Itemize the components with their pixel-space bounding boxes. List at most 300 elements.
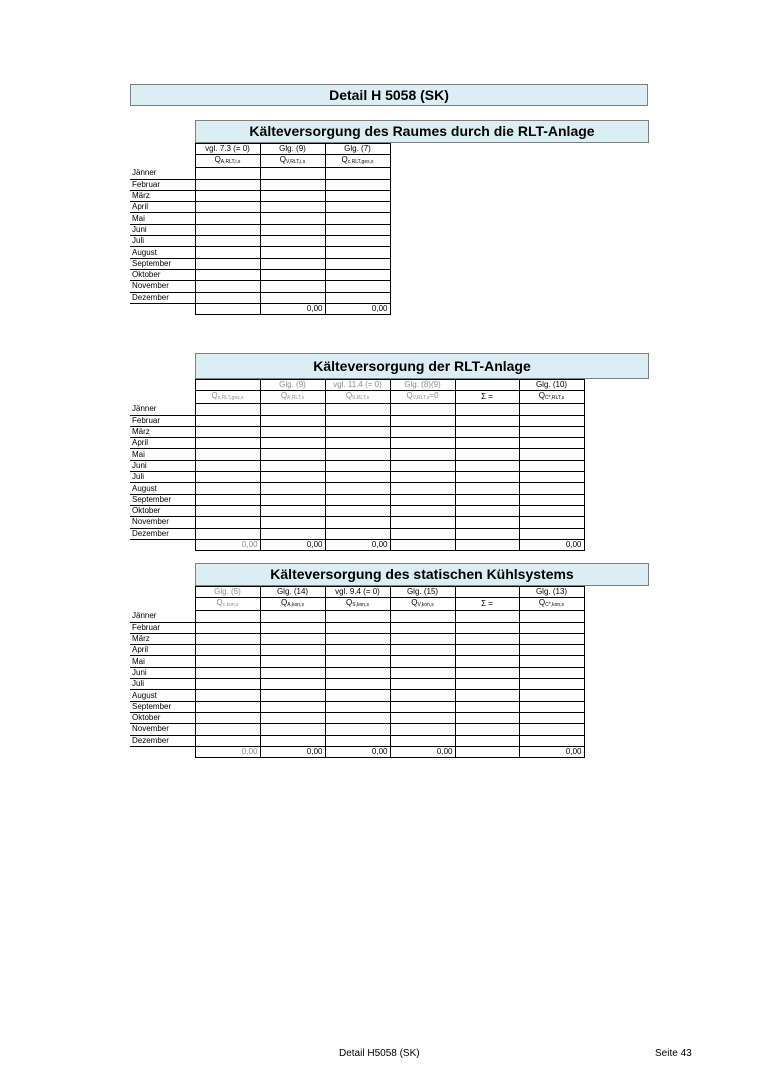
data-cell: [195, 611, 260, 622]
symbol-cell: [195, 391, 260, 404]
corner-cell: [130, 303, 195, 314]
symbol-base: Q: [281, 598, 288, 608]
data-cell: [260, 633, 325, 644]
data-cell: [195, 633, 260, 644]
data-cell: [519, 633, 584, 644]
data-cell: [519, 701, 584, 712]
data-cell: [325, 449, 390, 460]
data-cell: [390, 622, 455, 633]
table-row: [130, 438, 584, 449]
total-cell: 0,00: [260, 303, 325, 314]
data-cell: [195, 505, 260, 516]
table-row: [130, 494, 584, 505]
month-label: März: [130, 633, 195, 644]
column-header: Glg. (8)(9): [390, 380, 455, 391]
data-cell: [325, 213, 390, 224]
data-cell: [455, 517, 519, 528]
month-label: Oktober: [130, 505, 195, 516]
data-cell: [455, 633, 519, 644]
month-label: November: [130, 281, 195, 292]
table-row: [130, 460, 584, 471]
month-label: Februar: [130, 415, 195, 426]
symbol-base: Q: [341, 155, 348, 165]
data-cell: [390, 438, 455, 449]
data-cell: [325, 528, 390, 539]
data-cell: [260, 679, 325, 690]
data-cell: [195, 517, 260, 528]
symbol-subscript: S,kon,s: [352, 602, 369, 609]
month-label: Oktober: [130, 269, 195, 280]
table-row: [130, 656, 584, 667]
data-cell: [260, 735, 325, 746]
column-header: Glg. (5): [195, 587, 260, 598]
column-header: Glg. (13): [519, 587, 584, 598]
month-label: September: [130, 494, 195, 505]
data-cell: [390, 472, 455, 483]
footer-title: Detail H5058 (SK): [339, 1048, 420, 1059]
month-label: Februar: [130, 179, 195, 190]
data-cell: [325, 483, 390, 494]
table-row: [130, 633, 584, 644]
data-cell: [455, 724, 519, 735]
totals-row: [130, 303, 390, 314]
total-cell: 0,00: [390, 746, 455, 757]
table-row: [130, 622, 584, 633]
data-cell: [455, 735, 519, 746]
month-label: Juni: [130, 224, 195, 235]
data-cell: [519, 404, 584, 415]
symbol-subscript: C*,kon,s: [545, 602, 565, 609]
data-cell: [519, 667, 584, 678]
data-cell: [260, 667, 325, 678]
data-cell: [260, 460, 325, 471]
data-cell: [390, 633, 455, 644]
month-label: September: [130, 258, 195, 269]
table-row: [130, 179, 390, 190]
symbol-cell: [260, 155, 325, 168]
month-label: März: [130, 426, 195, 437]
month-label: Juli: [130, 472, 195, 483]
symbol-subscript: c,kon,s: [222, 602, 239, 609]
data-cell: [195, 202, 260, 213]
data-cell: [195, 483, 260, 494]
data-cell: [455, 622, 519, 633]
data-cell: [260, 258, 325, 269]
data-cell: [519, 724, 584, 735]
data-cell: [195, 712, 260, 723]
symbol-cell: [455, 391, 519, 404]
data-cell: [195, 426, 260, 437]
month-label: Dezember: [130, 528, 195, 539]
column-header: Glg. (9): [260, 144, 325, 155]
total-cell: 0,00: [519, 539, 584, 550]
data-cell: [260, 656, 325, 667]
data-cell: [195, 281, 260, 292]
symbol-base: Q: [411, 598, 418, 608]
data-cell: [325, 438, 390, 449]
data-cell: [195, 528, 260, 539]
data-cell: [195, 656, 260, 667]
table-row: [130, 190, 390, 201]
page-header: Detail H 5058 (SK): [130, 84, 648, 106]
total-cell: 0,00: [260, 746, 325, 757]
column-header: Glg. (10): [519, 380, 584, 391]
data-cell: [390, 712, 455, 723]
month-label: Mai: [130, 656, 195, 667]
table-row: [130, 258, 390, 269]
column-header: [195, 380, 260, 391]
total-cell: 0,00: [195, 746, 260, 757]
data-cell: [455, 449, 519, 460]
month-label: Oktober: [130, 712, 195, 723]
data-cell: [260, 404, 325, 415]
data-cell: [455, 472, 519, 483]
month-label: August: [130, 690, 195, 701]
data-cell: [325, 404, 390, 415]
data-cell: [260, 645, 325, 656]
data-cell: [195, 645, 260, 656]
data-cell: [519, 505, 584, 516]
header-row: [130, 144, 390, 155]
total-cell: 0,00: [325, 303, 390, 314]
data-cell: [519, 517, 584, 528]
total-cell: 0,00: [195, 539, 260, 550]
data-cell: [325, 679, 390, 690]
month-label: Jänner: [130, 404, 195, 415]
data-cell: [260, 247, 325, 258]
data-cell: [195, 179, 260, 190]
month-label: Februar: [130, 622, 195, 633]
month-label: Juni: [130, 460, 195, 471]
header-row: [130, 380, 584, 391]
data-cell: [390, 701, 455, 712]
data-cell: [519, 438, 584, 449]
data-cell: [519, 611, 584, 622]
data-cell: [195, 622, 260, 633]
symbol-base: Σ =: [481, 392, 493, 402]
data-cell: [260, 168, 325, 179]
data-cell: [325, 622, 390, 633]
symbol-cell: [519, 391, 584, 404]
data-cell: [260, 438, 325, 449]
data-cell: [195, 269, 260, 280]
column-header: vgl. 11.4 (= 0): [325, 380, 390, 391]
table-row: [130, 404, 584, 415]
data-cell: [195, 472, 260, 483]
data-cell: [455, 404, 519, 415]
symbol-cell: [260, 391, 325, 404]
totals-row: [130, 746, 584, 757]
data-cell: [455, 505, 519, 516]
month-label: März: [130, 190, 195, 201]
symbol-cell: [390, 598, 455, 611]
data-cell: [519, 690, 584, 701]
corner-cell: [130, 144, 195, 155]
data-cell: [260, 622, 325, 633]
data-cell: [260, 611, 325, 622]
data-cell: [260, 483, 325, 494]
table-row: [130, 517, 584, 528]
section2-title: Kälteversorgung der RLT-Anlage: [195, 353, 649, 379]
data-cell: [260, 179, 325, 190]
data-cell: [325, 505, 390, 516]
data-cell: [325, 292, 390, 303]
symbol-cell: [325, 391, 390, 404]
total-cell: [455, 746, 519, 757]
symbol-suffix: =0: [429, 391, 439, 401]
data-cell: [260, 712, 325, 723]
data-cell: [260, 269, 325, 280]
data-cell: [519, 735, 584, 746]
table-row: [130, 472, 584, 483]
data-cell: [260, 701, 325, 712]
total-cell: 0,00: [325, 746, 390, 757]
data-cell: [455, 483, 519, 494]
data-cell: [390, 460, 455, 471]
data-cell: [325, 690, 390, 701]
data-cell: [390, 483, 455, 494]
section1-title: Kälteversorgung des Raumes durch die RLT-Anlage: [195, 120, 649, 143]
month-label: Juli: [130, 236, 195, 247]
data-cell: [390, 415, 455, 426]
section3-title: Kälteversorgung des statischen Kühlsystems: [195, 563, 649, 586]
column-header: Glg. (9): [260, 380, 325, 391]
data-cell: [260, 494, 325, 505]
data-cell: [390, 404, 455, 415]
data-cell: [195, 292, 260, 303]
data-cell: [390, 528, 455, 539]
data-cell: [195, 213, 260, 224]
symbol-cell: [195, 598, 260, 611]
data-cell: [390, 426, 455, 437]
data-cell: [390, 611, 455, 622]
symbol-base: Q: [279, 155, 287, 165]
data-cell: [455, 712, 519, 723]
data-cell: [390, 517, 455, 528]
symbol-base: Q: [345, 391, 353, 401]
table-row: [130, 611, 584, 622]
data-cell: [325, 645, 390, 656]
data-cell: [260, 415, 325, 426]
data-cell: [325, 281, 390, 292]
data-cell: [519, 622, 584, 633]
data-cell: [325, 236, 390, 247]
data-cell: [260, 472, 325, 483]
data-cell: [260, 690, 325, 701]
data-cell: [519, 494, 584, 505]
month-label: Jänner: [130, 611, 195, 622]
symbol-subscript: V,RLT,s: [412, 395, 430, 402]
data-cell: [260, 505, 325, 516]
data-cell: [519, 656, 584, 667]
month-label: Mai: [130, 213, 195, 224]
corner-cell: [130, 746, 195, 757]
table-row: [130, 415, 584, 426]
symbol-row: [130, 155, 390, 168]
data-cell: [519, 460, 584, 471]
data-cell: [519, 712, 584, 723]
symbol-cell: [390, 391, 455, 404]
table-row: [130, 281, 390, 292]
data-cell: [195, 224, 260, 235]
table-row: [130, 735, 584, 746]
data-cell: [390, 656, 455, 667]
symbol-cell: [325, 155, 390, 168]
table-row: [130, 224, 390, 235]
month-label: August: [130, 247, 195, 258]
data-cell: [390, 645, 455, 656]
symbol-subscript: V,kon,s: [417, 602, 434, 609]
symbol-base: Q: [214, 155, 221, 165]
data-cell: [455, 438, 519, 449]
table-row: [130, 645, 584, 656]
symbol-subscript: V,RLT,i,s: [286, 159, 306, 166]
table-row: [130, 679, 584, 690]
data-cell: [195, 415, 260, 426]
data-cell: [390, 735, 455, 746]
data-cell: [260, 190, 325, 201]
data-cell: [195, 667, 260, 678]
data-cell: [325, 190, 390, 201]
data-cell: [390, 667, 455, 678]
header-row: [130, 587, 584, 598]
table-row: [130, 292, 390, 303]
data-cell: [195, 236, 260, 247]
month-label: Mai: [130, 449, 195, 460]
symbol-subscript: C*,RLT,s: [544, 395, 565, 402]
page-number: Seite 43: [655, 1048, 692, 1059]
symbol-subscript: A,RLT,s: [287, 395, 305, 402]
data-cell: [325, 701, 390, 712]
data-cell: [325, 426, 390, 437]
data-cell: [195, 701, 260, 712]
data-cell: [260, 426, 325, 437]
corner-cell: [130, 587, 195, 598]
data-cell: [325, 667, 390, 678]
corner-cell: [130, 155, 195, 168]
table-row: [130, 701, 584, 712]
data-cell: [455, 701, 519, 712]
table-row: [130, 483, 584, 494]
total-cell: 0,00: [325, 539, 390, 550]
symbol-subscript: c,RLT,ges,s: [347, 159, 374, 166]
symbol-cell: [260, 598, 325, 611]
month-label: November: [130, 724, 195, 735]
data-cell: [325, 712, 390, 723]
data-cell: [325, 460, 390, 471]
table-row: [130, 168, 390, 179]
symbol-cell: [455, 598, 519, 611]
symbol-row: [130, 391, 584, 404]
symbol-subscript: c,RLT,ges,s: [217, 395, 244, 402]
table-row: [130, 202, 390, 213]
data-cell: [519, 449, 584, 460]
data-cell: [195, 460, 260, 471]
data-cell: [390, 494, 455, 505]
month-label: April: [130, 438, 195, 449]
table-row: [130, 247, 390, 258]
data-cell: [455, 611, 519, 622]
month-label: Juli: [130, 679, 195, 690]
month-label: August: [130, 483, 195, 494]
table-row: [130, 269, 390, 280]
data-cell: [519, 679, 584, 690]
data-cell: [260, 202, 325, 213]
data-cell: [325, 735, 390, 746]
data-cell: [260, 292, 325, 303]
month-label: Dezember: [130, 735, 195, 746]
section2-table: [130, 379, 585, 551]
column-header: Glg. (14): [260, 587, 325, 598]
column-header: [455, 587, 519, 598]
symbol-base: Q: [538, 598, 546, 608]
data-cell: [455, 679, 519, 690]
symbol-base: Q: [280, 391, 288, 401]
data-cell: [390, 505, 455, 516]
data-cell: [325, 247, 390, 258]
corner-cell: [130, 598, 195, 611]
corner-cell: [130, 391, 195, 404]
data-cell: [325, 269, 390, 280]
data-cell: [325, 517, 390, 528]
column-header: Glg. (7): [325, 144, 390, 155]
symbol-base: Q: [406, 391, 413, 401]
data-cell: [195, 494, 260, 505]
column-header: Glg. (15): [390, 587, 455, 598]
corner-cell: [130, 539, 195, 550]
data-cell: [260, 528, 325, 539]
data-cell: [519, 415, 584, 426]
totals-row: [130, 539, 584, 550]
data-cell: [455, 645, 519, 656]
data-cell: [325, 258, 390, 269]
symbol-cell: [519, 598, 584, 611]
data-cell: [195, 679, 260, 690]
data-cell: [260, 724, 325, 735]
column-header: vgl. 7.3 (= 0): [195, 144, 260, 155]
data-cell: [195, 404, 260, 415]
table-row: [130, 690, 584, 701]
data-cell: [195, 258, 260, 269]
data-cell: [325, 724, 390, 735]
data-cell: [195, 438, 260, 449]
table-row: [130, 712, 584, 723]
data-cell: [260, 517, 325, 528]
total-cell: [390, 539, 455, 550]
symbol-row: [130, 598, 584, 611]
month-label: September: [130, 701, 195, 712]
data-cell: [325, 656, 390, 667]
data-cell: [195, 247, 260, 258]
table-row: [130, 426, 584, 437]
month-label: November: [130, 517, 195, 528]
month-label: April: [130, 645, 195, 656]
symbol-cell: [195, 155, 260, 168]
table-row: [130, 667, 584, 678]
month-label: April: [130, 202, 195, 213]
data-cell: [325, 415, 390, 426]
data-cell: [519, 645, 584, 656]
symbol-cell: [325, 598, 390, 611]
data-cell: [390, 690, 455, 701]
data-cell: [390, 679, 455, 690]
data-cell: [260, 236, 325, 247]
data-cell: [325, 168, 390, 179]
table-row: [130, 213, 390, 224]
total-cell: 0,00: [260, 539, 325, 550]
month-label: Juni: [130, 667, 195, 678]
data-cell: [519, 426, 584, 437]
